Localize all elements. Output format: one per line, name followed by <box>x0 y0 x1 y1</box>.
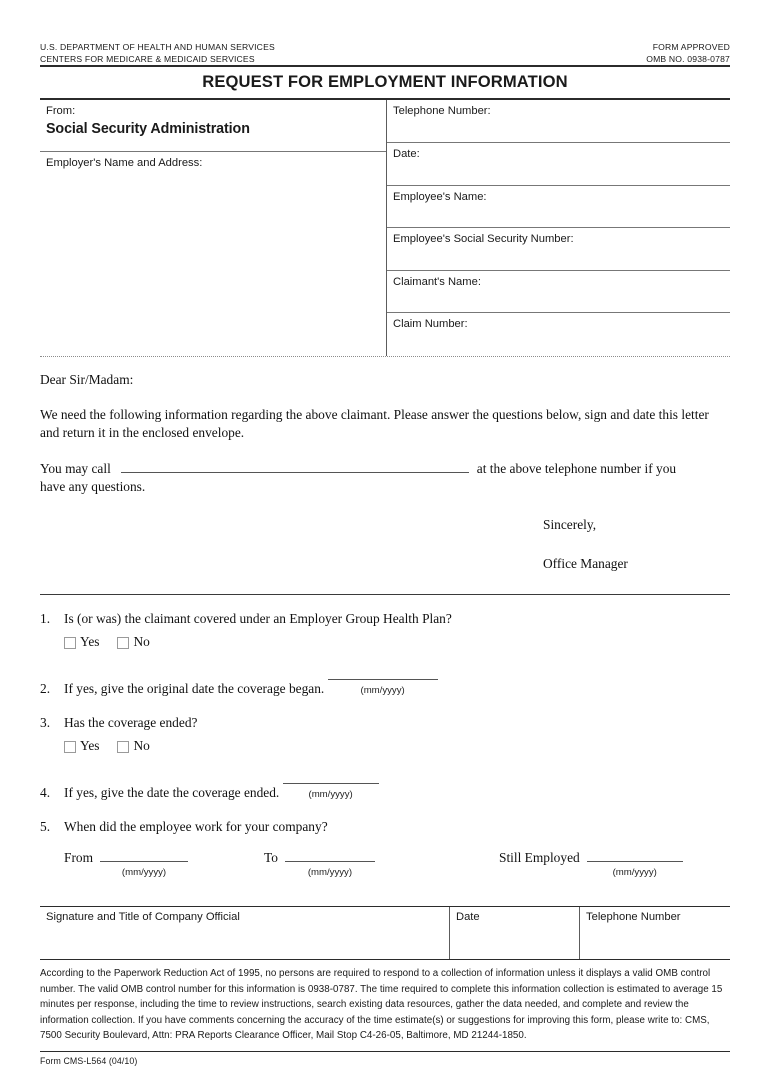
employee-ssn-field[interactable] <box>387 228 730 271</box>
right-field-column <box>387 100 730 356</box>
from-value: Social Security Administration <box>46 121 250 138</box>
still-employed-entry[interactable] <box>587 850 683 878</box>
agency-line-2: CENTERS FOR MEDICARE & MEDICAID SERVICES <box>40 54 255 65</box>
date-field[interactable] <box>387 143 730 186</box>
question-4 <box>40 767 730 801</box>
question-2 <box>40 663 730 697</box>
page-title: REQUEST FOR EMPLOYMENT INFORMATION <box>202 72 568 92</box>
question-4-body <box>64 772 730 801</box>
questions-section <box>40 594 730 878</box>
employment-to-entry[interactable] <box>285 850 375 878</box>
question-1 <box>40 606 730 627</box>
signature-date-label: Date <box>456 911 480 924</box>
salutation: Dear Sir/Madam: <box>40 372 134 388</box>
date-label: Date: <box>393 148 420 160</box>
question-1-text: Is (or was) the claimant covered under an Employer Group Health Plan? <box>64 611 452 627</box>
you-may-call-label: You may call <box>40 461 111 477</box>
question-2-text: If yes, give the original date the coverage began. <box>64 681 325 697</box>
still-employed-blank[interactable] <box>587 850 683 862</box>
question-4-number: 4. <box>40 785 51 801</box>
employment-from-blank[interactable] <box>100 850 188 862</box>
claim-number-label: Claim Number: <box>393 318 468 331</box>
telephone-number-label: Telephone Number: <box>393 105 491 118</box>
left-field-column <box>40 100 387 356</box>
form-approved-label: FORM APPROVED <box>652 42 730 52</box>
employer-name-address-field[interactable] <box>40 152 386 356</box>
form-approval-block <box>646 41 730 65</box>
employment-from-entry[interactable] <box>100 850 188 878</box>
paperwork-reduction-notice: According to the Paperwork Reduction Act of 1995, no persons are required to respond to a collection of information unless it displays a valid OMB control number. The valid OMB control number for this information is 0938-0787. The time required to complete this information collection is estimated to average 15 minutes per response, including the time to review instructions, search existing data resources, gather the data needed, and complete and review the information collection. If you have comments concerning the accuracy of the time estimate(s) or suggestions for improving this form, please write to: CMS, 7500 Security Boulevard, Attn: PRA Reports Clearance Officer, Mail Stop C4-26-05, Baltimore, MD 21244-1850. <box>40 968 723 1042</box>
employee-name-label: Employee's Name: <box>393 190 487 203</box>
signer-title: Office Manager <box>543 555 628 571</box>
form-page <box>40 41 730 1066</box>
still-employed-hint: (mm/yyyy) <box>612 867 657 879</box>
employee-ssn-label: Employee's Social Security Number: <box>393 233 574 246</box>
employment-from-label: From <box>64 850 94 866</box>
letter-paragraph: We need the following information regarding the above claimant. Please answer the questions below, sign and date this letter and return it in the enclosed envelope. <box>40 407 709 440</box>
letter-body <box>40 357 730 572</box>
still-employed-label: Still Employed <box>499 850 580 866</box>
question-1-no-choice[interactable] <box>117 634 149 650</box>
question-4-date-entry[interactable] <box>283 772 379 800</box>
employment-to-label: To <box>264 850 278 866</box>
question-2-date-hint: (mm/yyyy) <box>360 685 405 697</box>
employment-to-blank[interactable] <box>285 850 375 862</box>
from-field[interactable] <box>40 100 386 152</box>
contact-name-blank[interactable] <box>121 461 469 473</box>
question-3-choices <box>40 731 730 754</box>
document-header <box>40 41 730 65</box>
question-1-choices <box>40 627 730 650</box>
question-4-date-hint: (mm/yyyy) <box>308 789 353 801</box>
checkbox-icon[interactable] <box>64 741 76 753</box>
question-2-date-blank[interactable] <box>328 668 438 680</box>
you-may-call-tail: at the above telephone number if you <box>476 461 677 477</box>
question-5-subfields <box>40 835 730 878</box>
question-3-text: Has the coverage ended? <box>64 715 198 731</box>
signature-telephone-field[interactable] <box>580 907 730 959</box>
checkbox-icon[interactable] <box>64 637 76 649</box>
signature-official-label: Signature and Title of Company Official <box>46 911 240 924</box>
form-number: Form CMS-L564 (04/10) <box>40 1055 138 1066</box>
question-1-no-label: No <box>133 634 150 650</box>
question-1-number: 1. <box>40 611 51 627</box>
telephone-number-field[interactable] <box>387 100 730 143</box>
question-3-yes-label: Yes <box>80 738 100 754</box>
closing-salutation: Sincerely, <box>543 516 597 532</box>
question-3-number: 3. <box>40 715 51 731</box>
question-2-number: 2. <box>40 681 51 697</box>
question-5-number: 5. <box>40 819 51 835</box>
agency-line-1: U.S. DEPARTMENT OF HEALTH AND HUMAN SERVICES <box>40 42 275 52</box>
agency-name-block <box>40 41 275 65</box>
omb-number: OMB NO. 0938-0787 <box>646 54 730 65</box>
signature-table <box>40 906 730 960</box>
you-may-call-second-line: have any questions. <box>40 479 146 495</box>
question-3-yes-choice[interactable] <box>64 738 99 754</box>
question-2-date-entry[interactable] <box>328 668 438 696</box>
employment-from-field[interactable] <box>64 850 264 878</box>
question-5 <box>40 814 730 835</box>
signature-date-field[interactable] <box>450 907 580 959</box>
closing-block <box>40 496 730 572</box>
question-1-yes-choice[interactable] <box>64 634 99 650</box>
address-field-grid <box>40 98 730 357</box>
still-employed-field[interactable] <box>499 850 683 878</box>
question-3 <box>40 710 730 731</box>
you-may-call-line <box>40 441 730 478</box>
checkbox-icon[interactable] <box>117 741 129 753</box>
from-label: From: <box>46 105 76 118</box>
employer-label: Employer's Name and Address: <box>46 157 203 170</box>
question-1-yes-label: Yes <box>80 634 100 650</box>
question-3-no-choice[interactable] <box>117 738 149 754</box>
question-2-body <box>64 668 730 697</box>
employment-from-hint: (mm/yyyy) <box>121 867 167 879</box>
question-3-no-label: No <box>133 738 150 754</box>
question-5-text: When did the employee work for your company? <box>64 819 328 835</box>
employment-to-hint: (mm/yyyy) <box>307 867 353 879</box>
question-4-text: If yes, give the date the coverage ended. <box>64 785 280 801</box>
claimant-name-label: Claimant's Name: <box>393 275 481 288</box>
claim-number-field[interactable] <box>387 313 730 354</box>
claimant-name-field[interactable] <box>387 271 730 314</box>
employee-name-field[interactable] <box>387 186 730 229</box>
signature-official-field[interactable] <box>40 907 450 959</box>
question-4-date-blank[interactable] <box>283 772 379 784</box>
checkbox-icon[interactable] <box>117 637 129 649</box>
employment-to-field[interactable] <box>264 850 499 878</box>
signature-telephone-label: Telephone Number <box>586 911 681 924</box>
